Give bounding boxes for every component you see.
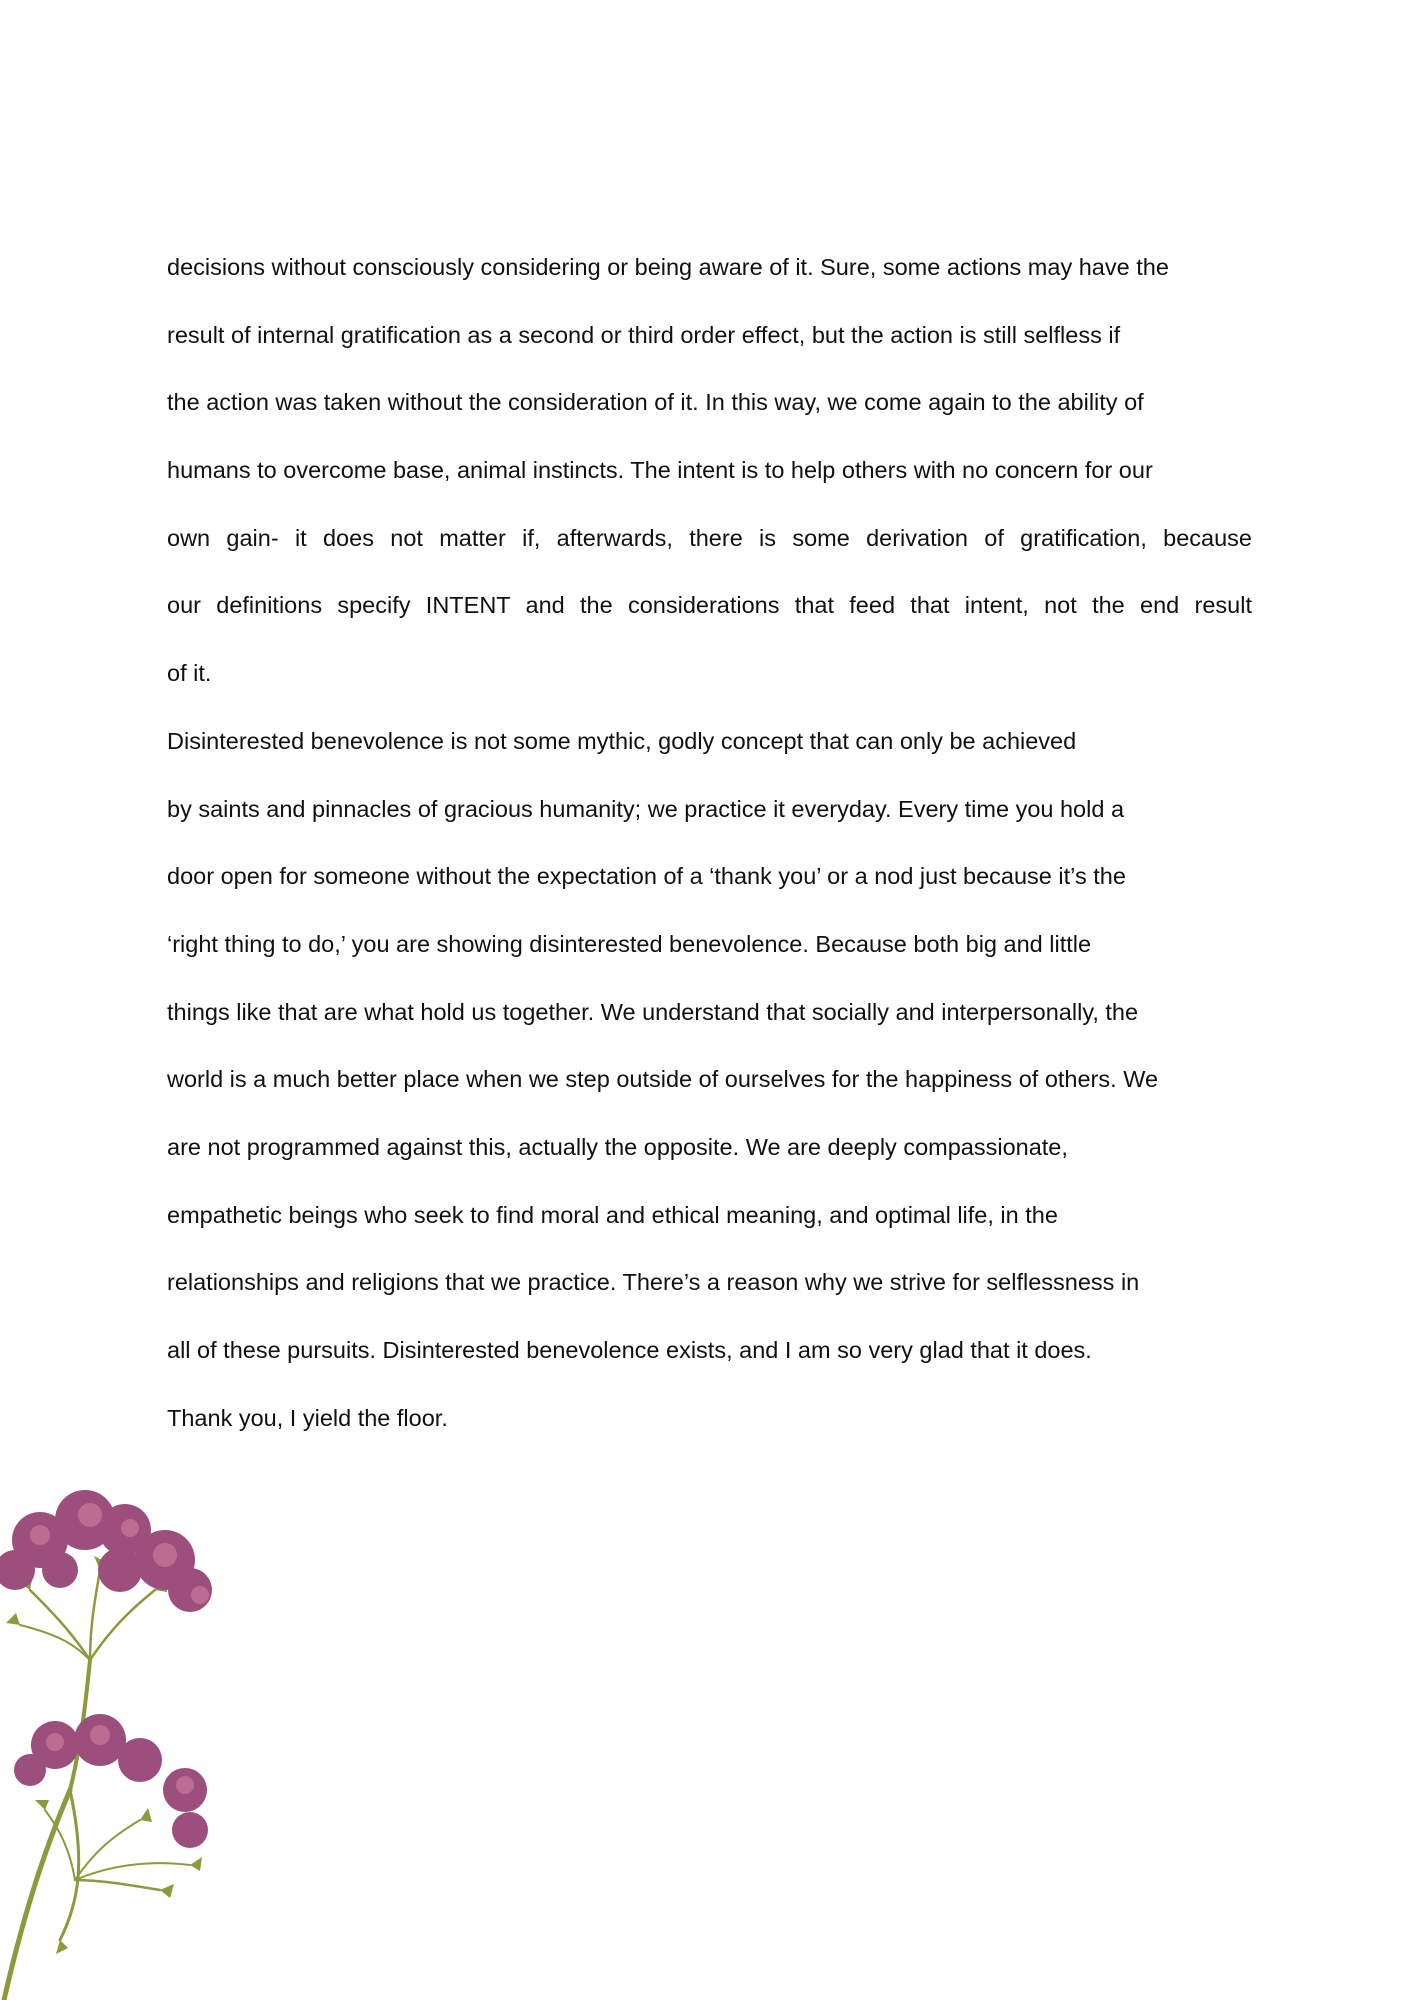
text-line-16: relationships and religions that we practice. There’s a reason why we strive for selflessness in bbox=[167, 1269, 1140, 1296]
text-line-14: are not programmed against this, actually the opposite. We are deeply compassionate, bbox=[167, 1133, 1068, 1160]
text-line-3: the action was taken without the consideration of it. In this way, we come again to the ability of bbox=[167, 389, 1144, 416]
text-line-5: own gain- it does not matter if, afterwards, there is some derivation of gratification, because bbox=[167, 524, 1252, 551]
text-line-2: result of internal gratification as a second or third order effect, but the action is still selfless if bbox=[167, 321, 1121, 348]
text-line-13: world is a much better place when we step outside of ourselves for the happiness of others. We bbox=[167, 1066, 1159, 1093]
text-line-12: things like that are what hold us together. We understand that socially and interpersonally, the bbox=[167, 998, 1139, 1025]
text-line-17: all of these pursuits. Disinterested benevolence exists, and I am so very glad that it does. bbox=[167, 1337, 1092, 1363]
text-line-4: humans to overcome base, animal instincts. The intent is to help others with no concern for our bbox=[167, 457, 1153, 484]
text-line-18: Thank you, I yield the floor. bbox=[167, 1404, 448, 1431]
text-line-15: empathetic beings who seek to find moral and ethical meaning, and optimal life, in the bbox=[167, 1201, 1058, 1228]
text-line-9: by saints and pinnacles of gracious humanity; we practice it everyday. Every time you hold a bbox=[167, 795, 1125, 822]
text-line-11: ‘right thing to do,’ you are showing disinterested benevolence. Because both big and little bbox=[167, 930, 1092, 957]
text-line-10: door open for someone without the expectation of a ‘thank you’ or a nod just because it’s the bbox=[167, 863, 1126, 890]
body-text bbox=[167, 247, 1252, 1465]
text-line-7: of it. bbox=[167, 660, 212, 687]
text-line-6: our definitions specify INTENT and the considerations that feed that intent, not the end result bbox=[167, 592, 1252, 619]
text-line-8: Disinterested benevolence is not some mythic, godly concept that can only be achieved bbox=[167, 727, 1077, 754]
text-line-1: decisions without consciously considering or being aware of it. Sure, some actions may have the bbox=[167, 254, 1169, 280]
pressed-flower-icon bbox=[0, 1460, 240, 2000]
